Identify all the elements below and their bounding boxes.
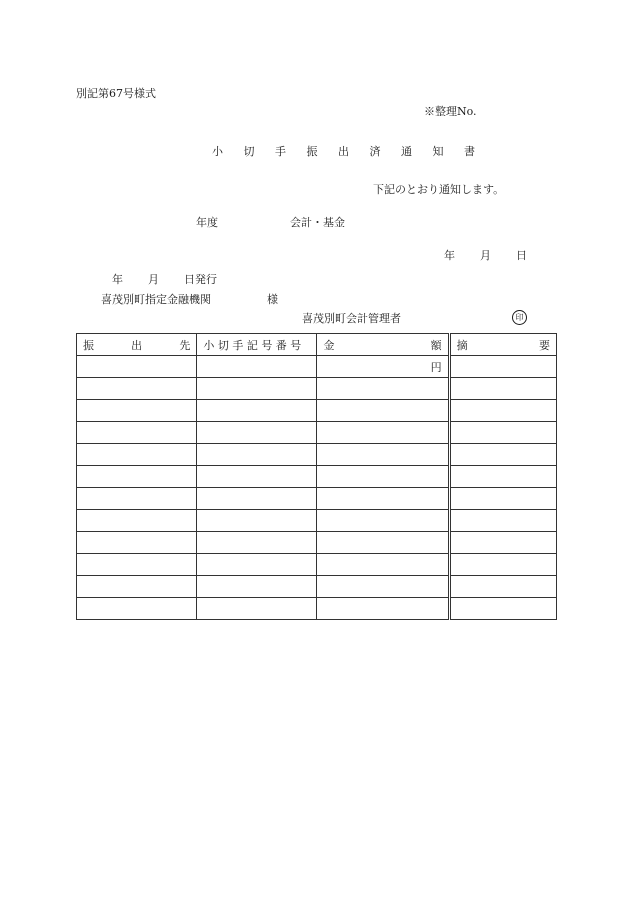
bank-addressee: 喜茂別町指定金融機関 [101, 293, 211, 306]
table-row [77, 576, 557, 598]
date-month-label: 月 [480, 249, 491, 262]
check-number-cell[interactable] [197, 554, 317, 576]
header-remarks-char: 摘 [456, 338, 468, 352]
header-payee [77, 334, 197, 356]
remarks-cell[interactable] [449, 576, 556, 598]
remarks-cell[interactable] [449, 444, 556, 466]
payee-cell[interactable] [77, 466, 197, 488]
payee-cell[interactable] [77, 488, 197, 510]
table-row [77, 422, 557, 444]
table-body [77, 356, 557, 620]
header-amount [317, 334, 449, 356]
remarks-cell[interactable] [449, 378, 556, 400]
amount-cell[interactable] [317, 378, 449, 400]
payee-cell[interactable] [77, 444, 197, 466]
check-number-cell[interactable] [197, 356, 317, 378]
payee-cell[interactable] [77, 532, 197, 554]
amount-cell[interactable] [317, 466, 449, 488]
issued-year-label: 年 [112, 273, 123, 286]
seal-icon: 印 [512, 310, 527, 325]
check-number-cell[interactable] [197, 400, 317, 422]
check-number-cell[interactable] [197, 378, 317, 400]
payee-cell[interactable] [77, 356, 197, 378]
remarks-cell[interactable] [449, 488, 556, 510]
table-row [77, 598, 557, 620]
table-row [77, 510, 557, 532]
amount-cell[interactable] [317, 422, 449, 444]
check-number-cell[interactable] [197, 466, 317, 488]
table-row [77, 378, 557, 400]
table-row [77, 488, 557, 510]
remarks-cell[interactable] [449, 422, 556, 444]
amount-cell[interactable] [317, 356, 449, 378]
issued-date [112, 274, 217, 285]
amount-cell[interactable] [317, 510, 449, 532]
notice-date [444, 250, 527, 261]
amount-cell[interactable] [317, 488, 449, 510]
remarks-cell[interactable] [449, 532, 556, 554]
check-number-cell[interactable] [197, 598, 317, 620]
remarks-cell[interactable] [449, 554, 556, 576]
table-row [77, 356, 557, 378]
header-payee-char: 振 [83, 338, 94, 352]
document-title: 小 切 手 振 出 済 通 知 書 [212, 145, 484, 158]
header-remarks [449, 334, 556, 356]
table-row [77, 444, 557, 466]
remarks-cell[interactable] [449, 598, 556, 620]
payee-cell[interactable] [77, 400, 197, 422]
remarks-cell[interactable] [449, 356, 556, 378]
header-remarks-char: 要 [539, 338, 550, 352]
issued-month-label: 月 [148, 273, 159, 286]
header-payee-char: 出 [131, 338, 143, 352]
header-check-number: 小 切 手 記 号 番 号 [197, 334, 317, 356]
amount-cell[interactable] [317, 400, 449, 422]
treasurer-title: 喜茂別町会計管理者 [302, 312, 401, 325]
notice-statement: 下記のとおり通知します。 [373, 183, 505, 196]
date-year-label: 年 [444, 249, 455, 262]
amount-cell[interactable] [317, 576, 449, 598]
check-number-cell[interactable] [197, 422, 317, 444]
reference-number-label: ※整理No. [424, 105, 477, 118]
remarks-cell[interactable] [449, 466, 556, 488]
amount-cell[interactable] [317, 444, 449, 466]
account-fund-label: 会計・基金 [290, 216, 345, 229]
fiscal-year-label: 年度 [196, 216, 218, 229]
table-row [77, 554, 557, 576]
table-row [77, 466, 557, 488]
payee-cell[interactable] [77, 598, 197, 620]
header-amount-char: 金 [323, 338, 335, 352]
payee-cell[interactable] [77, 554, 197, 576]
amount-cell[interactable] [317, 554, 449, 576]
remarks-cell[interactable] [449, 400, 556, 422]
check-number-cell[interactable] [197, 576, 317, 598]
header-amount-char: 額 [430, 338, 442, 352]
check-number-cell[interactable] [197, 510, 317, 532]
yen-unit-label: 円 [430, 360, 442, 374]
payee-cell[interactable] [77, 422, 197, 444]
table-row [77, 400, 557, 422]
check-number-cell[interactable] [197, 444, 317, 466]
amount-cell[interactable] [317, 532, 449, 554]
check-number-cell[interactable] [197, 532, 317, 554]
bank-honorific: 様 [267, 293, 278, 306]
header-payee-char: 先 [179, 338, 191, 352]
remarks-cell[interactable] [449, 510, 556, 532]
payee-cell[interactable] [77, 510, 197, 532]
check-number-cell[interactable] [197, 488, 317, 510]
date-day-label: 日 [516, 249, 527, 262]
form-number-label: 別記第67号様式 [76, 87, 156, 100]
payee-cell[interactable] [77, 378, 197, 400]
table-row [77, 532, 557, 554]
payee-cell[interactable] [77, 576, 197, 598]
issued-day-label: 日発行 [184, 273, 217, 286]
amount-cell[interactable] [317, 598, 449, 620]
table-header-row [77, 334, 557, 356]
ledger-table [76, 333, 557, 620]
